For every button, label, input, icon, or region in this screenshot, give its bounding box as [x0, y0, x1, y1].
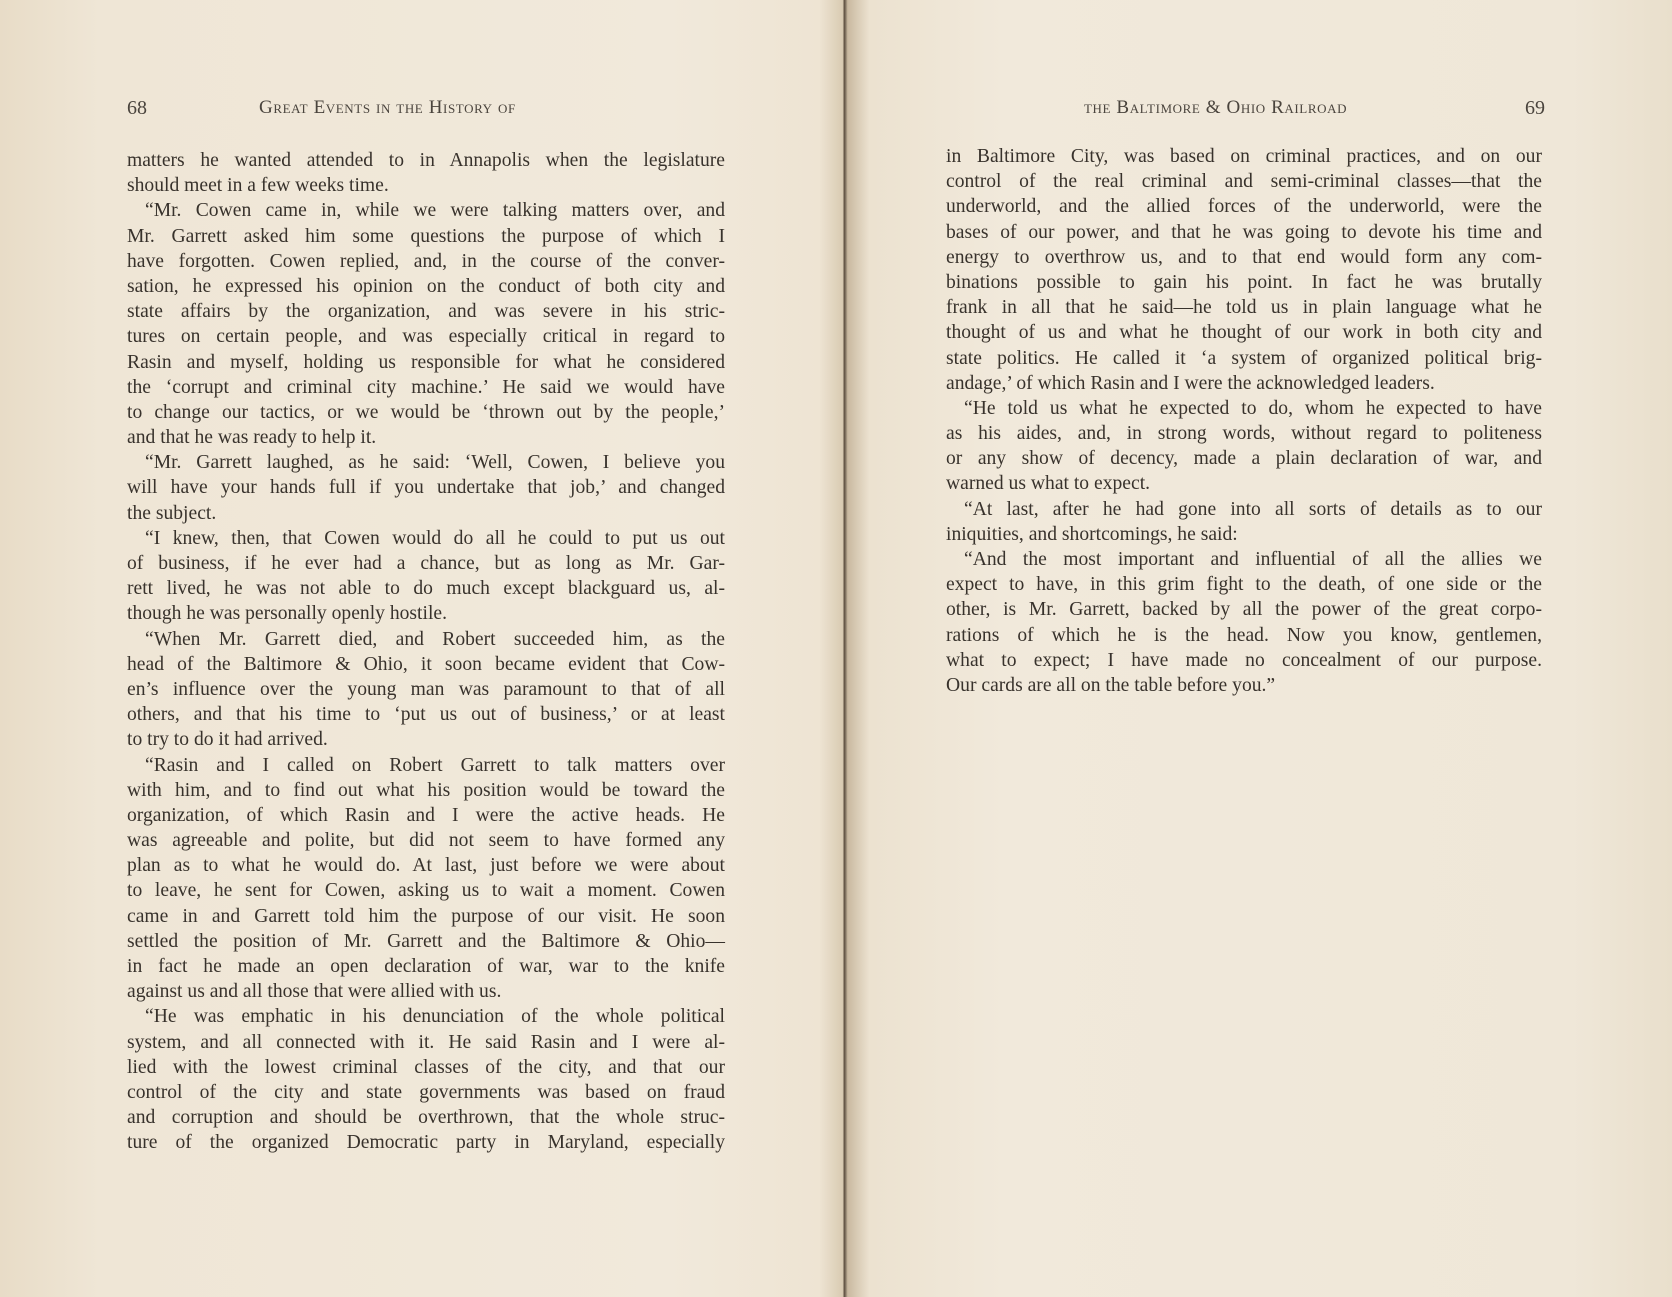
- page-number: 68: [127, 97, 147, 119]
- page-body-text: [946, 144, 1542, 698]
- running-head: the Baltimore & Ohio Railroad: [1084, 97, 1348, 118]
- text-line: to change our tactics, or we would be ‘thrown out by the people,’: [127, 401, 725, 423]
- text-line: what to expect; I have made no concealment of our purpose.: [946, 649, 1542, 671]
- text-line: binations possible to gain his point. In fact he was brutally: [946, 271, 1542, 293]
- text-line: with him, and to find out what his position would be toward the: [127, 779, 725, 801]
- text-line: system, and all connected with it. He said Rasin and I were al-: [127, 1031, 725, 1053]
- text-line: should meet in a few weeks time.: [127, 175, 389, 197]
- text-line: andage,’ of which Rasin and I were the acknowledged leaders.: [946, 372, 1435, 394]
- text-line: “He was emphatic in his denunciation of the whole political: [145, 1006, 725, 1028]
- text-line: bases of our power, and that he was going to devote his time and: [946, 221, 1542, 243]
- text-line: “I knew, then, that Cowen would do all he could to put us out: [145, 527, 725, 549]
- text-line: and that he was ready to help it.: [127, 427, 377, 449]
- text-line: “Mr. Cowen came in, while we were talking matters over, and: [145, 200, 725, 222]
- text-line: settled the position of Mr. Garrett and the Baltimore & Ohio—: [127, 930, 725, 952]
- text-line: tures on certain people, and was especially critical in regard to: [127, 326, 725, 348]
- text-line: en’s influence over the young man was paramount to that of all: [127, 678, 725, 700]
- text-line: “And the most important and influential of all the allies we: [964, 549, 1542, 570]
- text-line: energy to overthrow us, and to that end would form any com-: [946, 246, 1542, 268]
- text-line: others, and that his time to ‘put us out of business,’ or at least: [127, 704, 725, 726]
- text-line: the ‘corrupt and criminal city machine.’ He said we would have: [127, 376, 725, 398]
- text-line: “Rasin and I called on Robert Garrett to talk matters over: [145, 754, 725, 776]
- text-line: though he was personally openly hostile.: [127, 603, 447, 625]
- text-line: Mr. Garrett asked him some questions the purpose of which I: [127, 225, 725, 247]
- text-line: state affairs by the organization, and was severe in his stric-: [127, 301, 725, 323]
- text-line: Rasin and myself, holding us responsible for what he considered: [127, 351, 725, 373]
- text-line: will have your hands full if you undertake that job,’ and changed: [127, 477, 725, 499]
- text-line: of business, if he ever had a chance, but as long as Mr. Gar-: [127, 553, 725, 574]
- text-line: control of the real criminal and semi-criminal classes—that the: [946, 171, 1542, 193]
- text-line: “Mr. Garrett laughed, as he said: ‘Well, Cowen, I believe you: [145, 452, 725, 474]
- text-line: iniquities, and shortcomings, he said:: [946, 523, 1238, 545]
- text-line: have forgotten. Cowen replied, and, in the course of the conver-: [127, 250, 725, 272]
- text-line: was agreeable and polite, but did not seem to have formed any: [127, 830, 725, 852]
- text-line: came in and Garrett told him the purpose of our visit. He soon: [127, 905, 725, 927]
- text-line: control of the city and state governments was based on fraud: [127, 1081, 725, 1103]
- running-head: Great Events in the History of: [259, 97, 516, 118]
- text-line: rations of which he is the head. Now you know, gentlemen,: [946, 624, 1542, 646]
- page-number: 69: [1525, 97, 1545, 119]
- text-line: Our cards are all on the table before you.”: [946, 674, 1276, 696]
- text-line: frank in all that he said—he told us in plain language what he: [946, 297, 1542, 319]
- text-line: as his aides, and, in strong words, without regard to politeness: [946, 423, 1542, 445]
- right-page: [838, 0, 1672, 1297]
- text-line: the subject.: [127, 502, 217, 524]
- text-line: head of the Baltimore & Ohio, it soon became evident that Cow-: [127, 653, 725, 675]
- text-line: expect to have, in this grim fight to the death, of one side or the: [946, 574, 1542, 596]
- page-body-text: [127, 148, 725, 1156]
- text-line: to try to do it had arrived.: [127, 729, 328, 751]
- text-line: ture of the organized Democratic party in Maryland, especially: [127, 1132, 725, 1154]
- text-line: “When Mr. Garrett died, and Robert succeeded him, as the: [145, 628, 725, 650]
- text-line: in fact he made an open declaration of war, war to the knife: [127, 956, 725, 977]
- text-line: other, is Mr. Garrett, backed by all the power of the great corpo-: [946, 599, 1542, 621]
- text-line: thought of us and what he thought of our work in both city and: [946, 322, 1542, 344]
- text-line: state politics. He called it ‘a system of organized political brig-: [946, 347, 1542, 369]
- text-line: to leave, he sent for Cowen, asking us to wait a moment. Cowen: [127, 880, 725, 902]
- text-line: organization, of which Rasin and I were the active heads. He: [127, 804, 725, 826]
- text-line: “At last, after he had gone into all sorts of details as to our: [964, 498, 1542, 520]
- text-line: “He told us what he expected to do, whom he expected to have: [964, 397, 1542, 419]
- text-line: and corruption and should be overthrown, that the whole struc-: [127, 1107, 725, 1129]
- text-line: lied with the lowest criminal classes of the city, and that our: [127, 1056, 725, 1078]
- text-line: against us and all those that were allied with us.: [127, 981, 502, 1003]
- text-line: warned us what to expect.: [946, 473, 1151, 495]
- text-line: in Baltimore City, was based on criminal practices, and on our: [946, 146, 1542, 167]
- text-line: plan as to what he would do. At last, just before we were about: [127, 855, 725, 877]
- text-line: sation, he expressed his opinion on the conduct of both city and: [127, 275, 725, 297]
- text-line: underworld, and the allied forces of the underworld, were the: [946, 196, 1542, 218]
- text-line: matters he wanted attended to in Annapolis when the legislature: [127, 150, 725, 171]
- text-line: rett lived, he was not able to do much except blackguard us, al-: [127, 578, 725, 600]
- text-line: or any show of decency, made a plain declaration of war, and: [946, 448, 1542, 470]
